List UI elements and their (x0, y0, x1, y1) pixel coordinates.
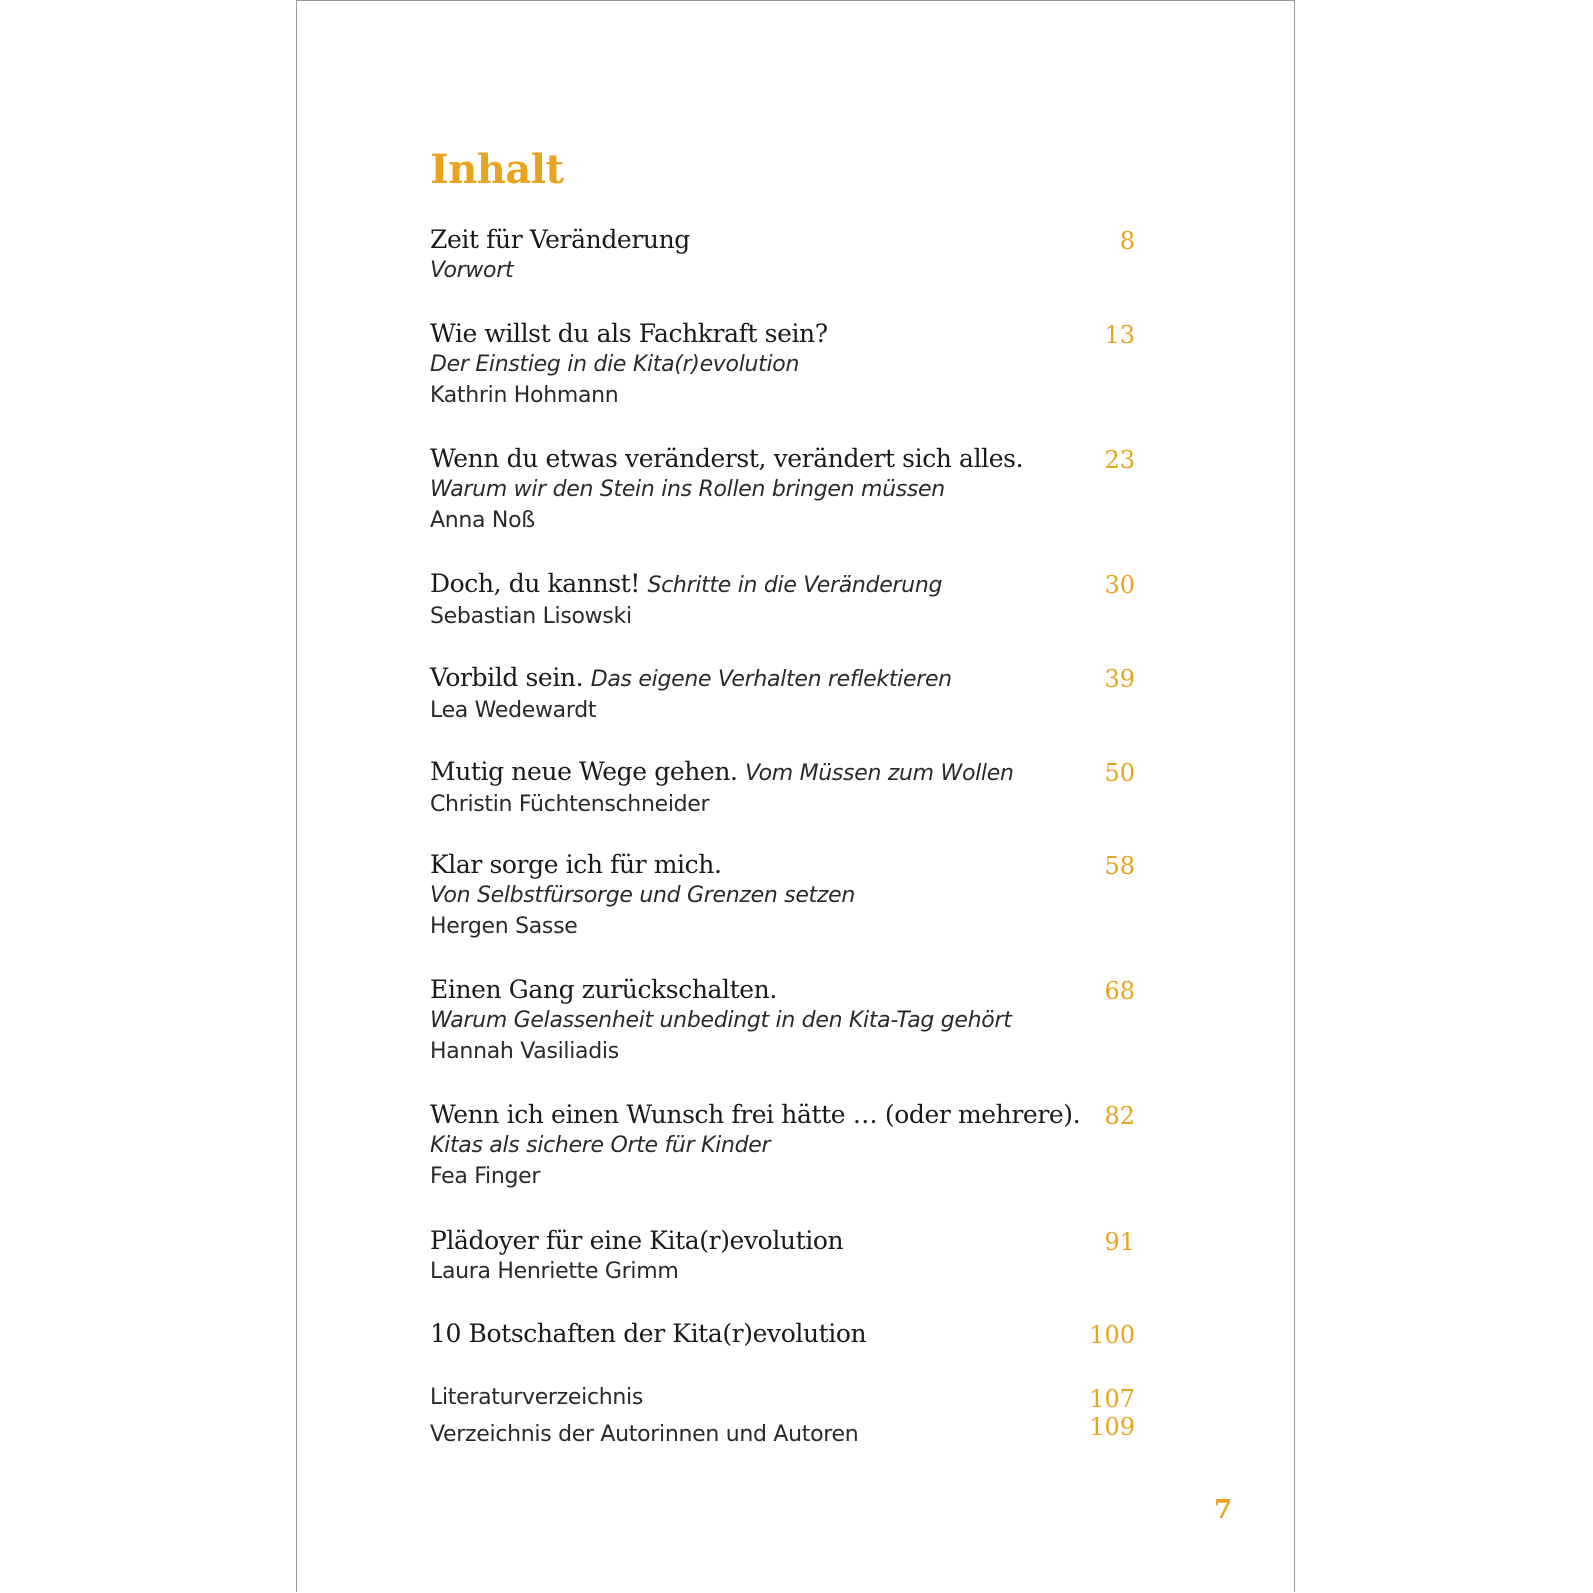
toc-entry-page: 82 (1104, 1102, 1135, 1130)
toc-entry[interactable] (430, 1413, 1135, 1450)
toc-entry-page: 68 (1104, 977, 1135, 1005)
toc-entry-title: Zeit für Veränderung (430, 225, 690, 254)
page-title: Inhalt (430, 146, 564, 193)
toc-entry-subtitle: Schritte in die Veränderung (647, 573, 943, 598)
toc-entry-page: 58 (1104, 852, 1135, 880)
toc-entry-title: Wenn du etwas veränderst, verändert sich alles. (430, 444, 1024, 473)
toc-entry-subtitle: Warum wir den Stein ins Rollen bringen müssen (430, 477, 945, 502)
toc-entry-title: Mutig neue Wege gehen. (430, 757, 738, 786)
toc-entry[interactable] (430, 974, 1135, 1067)
toc-entry[interactable] (430, 1382, 1135, 1413)
toc-entry-page: 13 (1104, 321, 1135, 349)
toc-entry-page: 100 (1089, 1321, 1135, 1349)
toc-entry-page: 50 (1104, 759, 1135, 787)
toc-entry-page: 23 (1104, 446, 1135, 474)
toc-entry-author: Lea Wedewardt (430, 698, 597, 723)
toc-entry-title: Verzeichnis der Autorinnen und Autoren (430, 1422, 859, 1447)
toc-entry-author: Kathrin Hohmann (430, 383, 619, 408)
toc-entry[interactable] (430, 443, 1135, 536)
toc-entry[interactable] (430, 318, 1135, 411)
toc-entry-title: Einen Gang zurückschalten. (430, 975, 777, 1004)
toc-entry-title: Plädoyer für eine Kita(r)evolution (430, 1226, 844, 1255)
toc-entry-title-line (430, 568, 1135, 601)
toc-entry-page: 91 (1104, 1228, 1135, 1256)
toc-entry-subtitle: Der Einstieg in die Kita(r)evolution (430, 352, 800, 377)
toc-entry-title: 10 Botschaften der Kita(r)evolution (430, 1319, 867, 1348)
toc-entry-subtitle: Kitas als sichere Orte für Kinder (430, 1133, 771, 1158)
toc-entry-page: 39 (1104, 665, 1135, 693)
toc-entry-title: Literaturverzeichnis (430, 1385, 644, 1410)
toc-entry-subtitle: Von Selbstfürsorge und Grenzen setzen (430, 883, 856, 908)
toc-entry-author: Christin Füchtenschneider (430, 792, 710, 817)
page-number: 7 (1214, 1495, 1233, 1525)
toc-entry[interactable] (430, 1318, 1135, 1349)
toc-entry-author: Laura Henriette Grimm (430, 1259, 679, 1284)
toc-entry-author: Hergen Sasse (430, 914, 578, 939)
toc-entry-title: Vorbild sein. (430, 663, 584, 692)
toc-entry-title: Klar sorge ich für mich. (430, 850, 722, 879)
toc-entry-page: 30 (1104, 571, 1135, 599)
toc-entry-author: Hannah Vasiliadis (430, 1039, 619, 1064)
toc-entry[interactable] (430, 756, 1135, 820)
toc-entry-page: 109 (1089, 1413, 1135, 1441)
toc-entry[interactable] (430, 568, 1135, 632)
toc-entry-title: Doch, du kannst! (430, 569, 640, 598)
toc-entry-subtitle: Vorwort (430, 258, 514, 283)
toc-entry-title-line (430, 662, 1135, 695)
toc-entry-author: Fea Finger (430, 1164, 541, 1189)
toc-entry-title: Wenn ich einen Wunsch frei hätte … (oder mehrere). (430, 1100, 1081, 1129)
toc-entry[interactable] (430, 1099, 1135, 1192)
toc-entry[interactable] (430, 849, 1135, 942)
toc-entry-subtitle: Warum Gelassenheit unbedingt in den Kita-Tag gehört (430, 1008, 1012, 1033)
toc-entry[interactable] (430, 224, 1135, 286)
toc-entry-title-line (430, 756, 1135, 789)
toc-entry[interactable] (430, 662, 1135, 726)
toc-entry-subtitle: Das eigene Verhalten reflektieren (590, 667, 952, 692)
toc-entry-page: 107 (1089, 1385, 1135, 1413)
toc-entry-page: 8 (1119, 227, 1135, 255)
toc-entry-author: Sebastian Lisowski (430, 604, 632, 629)
toc-entry-title: Wie willst du als Fachkraft sein? (430, 319, 828, 348)
toc-entry-subtitle: Vom Müssen zum Wollen (745, 761, 1014, 786)
toc-entry[interactable] (430, 1225, 1135, 1287)
toc-entry-author: Anna Noß (430, 508, 535, 533)
